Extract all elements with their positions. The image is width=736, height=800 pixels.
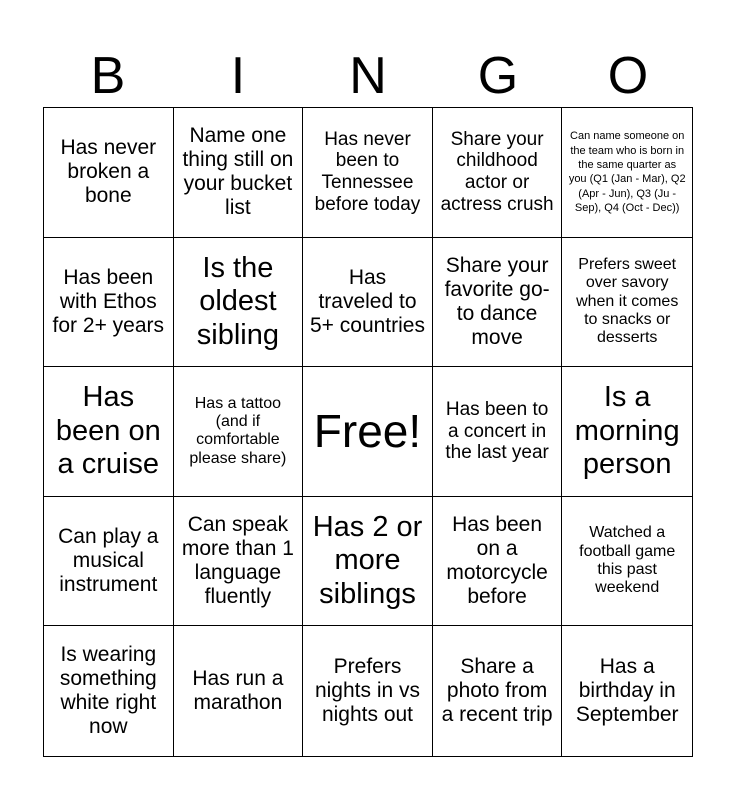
bingo-cell-r2-c3[interactable]: Has traveled to 5+ countries (303, 238, 433, 368)
bingo-cell-r3-c5[interactable]: Is a morning person (562, 367, 692, 497)
bingo-cell-r2-c5[interactable]: Prefers sweet over savory when it comes to snacks or desserts (562, 238, 692, 368)
header-letter-o: O (607, 47, 649, 105)
bingo-cell-r2-c2[interactable]: Is the oldest sibling (174, 238, 304, 368)
bingo-grid (43, 107, 693, 757)
header-letter-g: G (477, 47, 519, 105)
header-letter-i: I (230, 47, 246, 105)
bingo-cell-r1-c1[interactable]: Has never broken a bone (44, 108, 174, 238)
bingo-cell-r2-c4[interactable]: Share your favorite go-to dance move (433, 238, 563, 368)
header-letter-b: B (90, 47, 126, 105)
bingo-cell-r3-c1[interactable]: Has been on a cruise (44, 367, 174, 497)
bingo-header (43, 48, 693, 104)
bingo-cell-r5-c5[interactable]: Has a birthday in September (575, 654, 679, 727)
header-letter-n: N (349, 47, 387, 105)
bingo-cell-r5-c1[interactable]: Is wearing something white right now (44, 626, 174, 756)
bingo-cell-r1-c5[interactable]: Can name someone on the team who is born in the same quarter as you (Q1 (Jan - Mar), Q2 (Apr - Jun), Q3 (Ju - Sep), Q4 (Oct - Dec)) (562, 108, 692, 238)
bingo-cell-r3-c2[interactable]: Has a tattoo (and if comfortable please share) (174, 367, 304, 497)
bingo-cell-r5-c4[interactable]: Share a photo from a recent trip (433, 626, 563, 756)
bingo-cell-r1-c3[interactable]: Has never been to Tennessee before today (303, 108, 433, 238)
bingo-cell-r3-c4[interactable]: Has been to a concert in the last year (433, 367, 563, 497)
bingo-cell-r5-c2[interactable]: Has run a marathon (174, 626, 304, 756)
bingo-cell-r4-c1[interactable]: Can play a musical instrument (44, 497, 174, 627)
bingo-cell-r4-c2[interactable]: Can speak more than 1 language fluently (174, 497, 304, 627)
bingo-cell-r1-c2[interactable]: Name one thing still on your bucket list (174, 108, 304, 238)
bingo-cell-r4-c3[interactable]: Has 2 or more siblings (303, 497, 433, 627)
bingo-cell-r2-c1[interactable]: Has been with Ethos for 2+ years (44, 238, 174, 368)
bingo-cell-r4-c5[interactable]: Watched a football game this past weekend (562, 497, 692, 627)
bingo-cell-r5-c3[interactable]: Prefers nights in vs nights out (303, 626, 433, 756)
bingo-cell-free-space[interactable]: Free! (303, 367, 433, 497)
bingo-cell-r4-c4[interactable]: Has been on a motorcycle before (433, 497, 563, 627)
bingo-cell-r1-c4[interactable]: Share your childhood actor or actress crush (433, 108, 563, 238)
